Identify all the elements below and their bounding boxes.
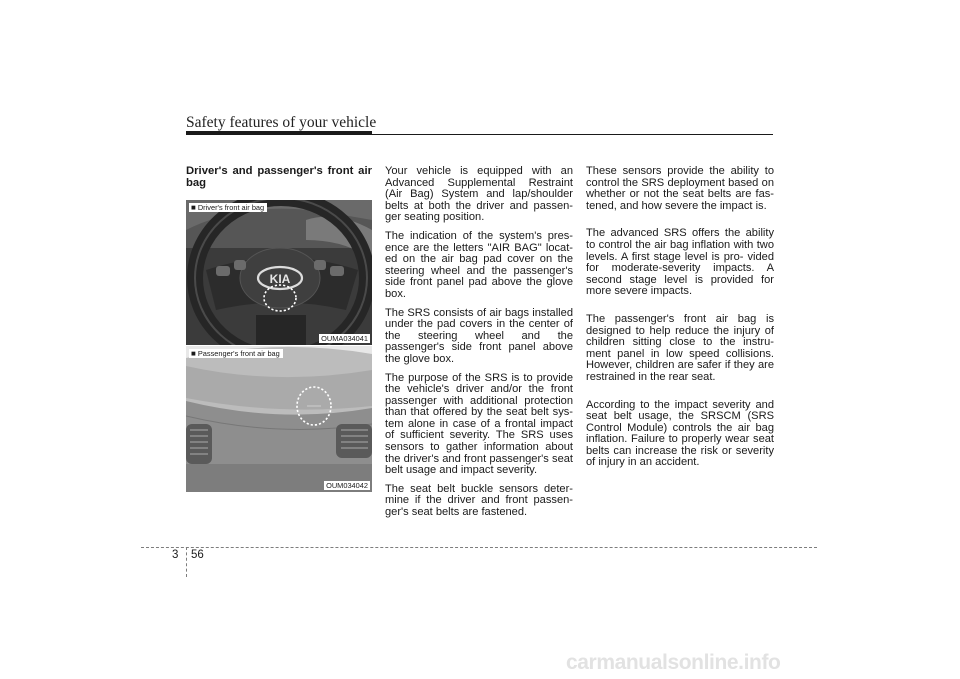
section-heading: Driver's and passenger's front air bag <box>186 165 372 189</box>
square-bullet-icon: ■ <box>191 203 196 212</box>
dashboard-illustration <box>186 346 372 492</box>
steering-wheel-illustration <box>186 200 372 345</box>
photo-caption-text: Driver's front air bag <box>197 203 265 212</box>
footer-divider <box>186 547 187 577</box>
page-number: 56 <box>191 549 204 561</box>
passenger-airbag-photo <box>186 346 372 492</box>
paragraph: According to the impact severity and seat belt usage, the SRSCM (SRS Control Module) controls the air bag inflation. Failure to properly wear seat belts can increase the risk or severity of injury in an accident. <box>586 398 774 469</box>
paragraph: The advanced SRS offers the ability to control the air bag inflation with two levels. A first stage level is pro- vided for moderate-severity impacts. A second stage level is provided for more severe impacts. <box>586 227 774 298</box>
paragraph: The purpose of the SRS is to provide the vehicle's driver and/or the front passenger with additional protection than that offered by the seat belt sys- tem alone in case of a frontal impact of sufficient severity. The SRS uses sensors to gather information about the driver's and front passenger's seat belt usage and impact severity. <box>385 371 573 477</box>
photo-code: OUM034042 <box>326 481 368 490</box>
paragraph: The passenger's front air bag is designed to help reduce the injury of children sitting close to the instru- ment panel in low speed collisions. However, children are safer if they are restrained in the rear seat. <box>586 312 774 383</box>
left-column <box>186 166 372 196</box>
kia-logo: KIA <box>269 272 291 286</box>
chapter-number: 3 <box>172 549 179 561</box>
paragraph: Your vehicle is equipped with an Advanced Supplemental Restraint (Air Bag) System and lap/shoulder belts at both the driver and passen- ger seating position. <box>385 165 573 224</box>
paragraph: The seat belt buckle sensors deter- mine if the driver and front passen- ger's seat belts are fastened. <box>385 482 573 519</box>
driver-airbag-photo <box>186 200 372 345</box>
photo-caption <box>189 349 283 358</box>
photo-caption-text: Passenger's front air bag <box>197 349 280 358</box>
watermark: carmanualsonline.info <box>566 651 781 674</box>
section-title: Safety features of your vehicle <box>186 114 377 131</box>
square-bullet-icon: ■ <box>191 349 196 358</box>
paragraph: The indication of the system's pres- ence are the letters "AIR BAG" locat- ed on the air bag pad cover on the steering wheel and the passenger's side front panel pad above the glove box. <box>385 229 573 300</box>
paragraph: These sensors provide the ability to control the SRS deployment based on whether or not the seat belts are fas- tened, and how severe the impact is. <box>586 165 774 212</box>
photo-caption <box>189 203 267 212</box>
paragraph: The SRS consists of air bags installed under the pad covers in the center of the steering wheel and the passenger's side front panel above the glove box. <box>385 306 573 365</box>
photo-code: OUMA034041 <box>321 334 368 343</box>
header-rule <box>186 134 773 135</box>
middle-column <box>385 166 573 526</box>
right-column <box>586 166 774 476</box>
footer-rule <box>141 547 817 548</box>
